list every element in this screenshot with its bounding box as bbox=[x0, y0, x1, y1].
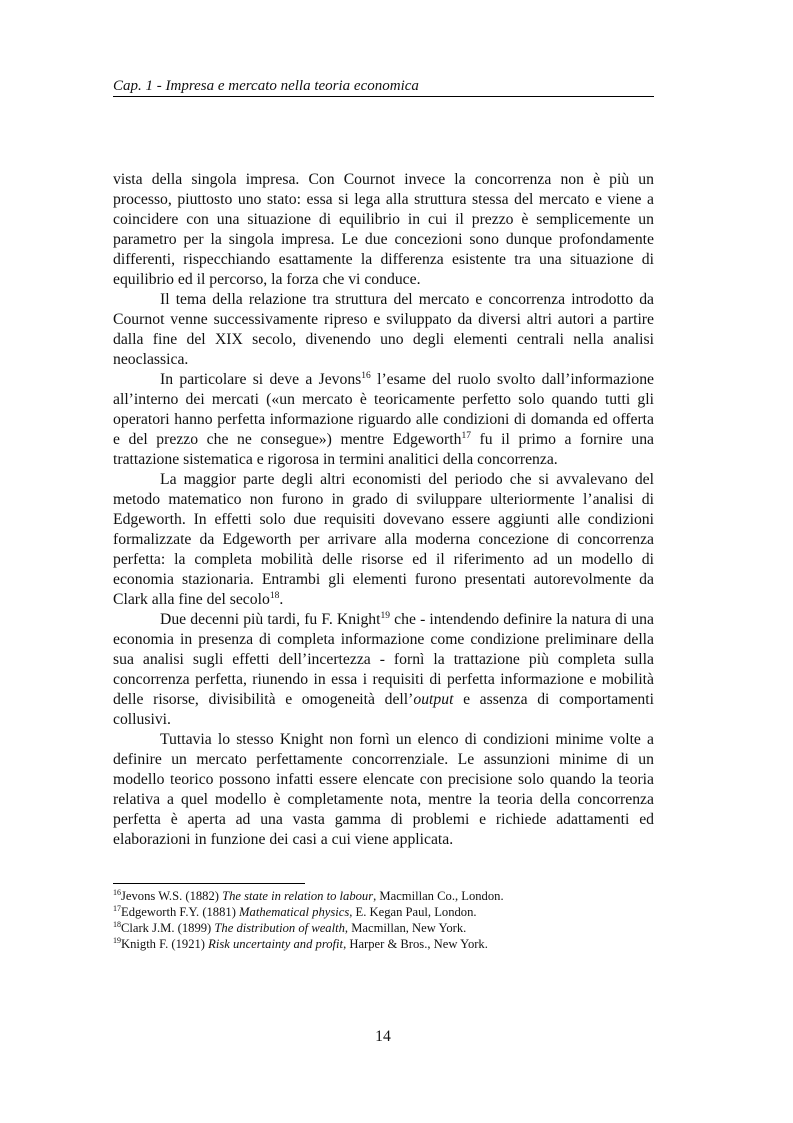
paragraph-5-text-b: che - intendendo definire la natura di una economia in presenza di completa informazione come condizione preliminare della sua analisi sugli effetti dell’incertezza - fornì la trattazione più completa sulla concorrenza perfetta, riunendo in essa i requisiti di perfetta informazione e mobilità delle risorse, divisibilità e omogeneità dell’ bbox=[113, 611, 654, 708]
footnote-title: Risk uncertainty and profit bbox=[208, 937, 344, 951]
paragraph-5-text-a: Due decenni più tardi, fu F. Knight bbox=[160, 611, 381, 628]
footnote-publisher: , Macmillan, New York. bbox=[344, 921, 467, 935]
paragraph-4-text-a: La maggior parte degli altri economisti del periodo che si avvalevano del metodo matematico non furono in grado di sviluppare ulteriormente l’analisi di Edgeworth. In effetti solo due requisiti dovevano essere aggiunti alle condizioni formalizzate da Edgeworth per arrivare alla moderna concezione di concorrenza perfetta: la completa mobilità delle risorse ed il riferimento ad un modello di economia stazionaria. Entrambi gli elementi furono presentati autorevolmente da Clark alla fine del secolo bbox=[113, 471, 654, 608]
paragraph-5-text-c: e assenza di comportamenti collusivi. bbox=[113, 691, 654, 728]
header-rule bbox=[113, 96, 654, 97]
paragraph-3-text-b: l’esame del ruolo svolto dall’informazione all’interno dei mercati («un mercato è teoricamente perfetto solo quando tutti gli operatori hanno perfetta informazione riguardo alle condizioni di domanda ed offerta e del prezzo che ne consegue») mentre Edgeworth bbox=[113, 371, 654, 448]
paragraph-4 bbox=[113, 470, 654, 610]
paragraph-3 bbox=[113, 370, 654, 470]
footnote-number: 16 bbox=[113, 888, 121, 897]
footnote-separator bbox=[113, 883, 305, 884]
footnote-number: 17 bbox=[113, 904, 121, 913]
footnote-ref-16: 16 bbox=[361, 371, 371, 381]
body-text bbox=[113, 170, 654, 850]
footnote-16 bbox=[113, 888, 654, 904]
footnote-19 bbox=[113, 936, 654, 952]
paragraph-5 bbox=[113, 610, 654, 730]
paragraph-3-text-c: fu il primo a fornire una trattazione sistematica e rigorosa in termini analitici della concorrenza. bbox=[113, 431, 655, 468]
paragraph-5-italic-term: output bbox=[413, 691, 454, 708]
footnote-author: Edgeworth F.Y. (1881) bbox=[121, 905, 240, 919]
footnote-18 bbox=[113, 920, 654, 936]
footnote-ref-19: 19 bbox=[380, 611, 391, 621]
footnote-publisher: , Macmillan Co., London. bbox=[373, 889, 504, 903]
footnote-author: Clark J.M. (1899) bbox=[121, 921, 215, 935]
footnote-17 bbox=[113, 904, 654, 920]
footnotes bbox=[113, 888, 654, 952]
paragraph-2: Il tema della relazione tra struttura del mercato e concorrenza introdotto da Cournot venne successivamente ripreso e sviluppato da diversi altri autori a partire dalla fine del XIX secolo, divenendo uno degli elementi centrali nella analisi neoclassica. bbox=[113, 291, 654, 368]
footnote-ref-17: 17 bbox=[461, 431, 471, 441]
footnote-title: The state in relation to labour bbox=[222, 889, 374, 903]
footnote-ref-18: 18 bbox=[269, 591, 280, 601]
page-number: 14 bbox=[375, 1028, 391, 1045]
footnote-publisher: , E. Kegan Paul, London. bbox=[349, 905, 477, 919]
footnote-author: Knigth F. (1921) bbox=[121, 937, 209, 951]
footnote-title: The distribution of wealth bbox=[214, 921, 345, 935]
paragraph-1: vista della singola impresa. Con Cournot invece la concorrenza non è più un processo, piuttosto uno stato: essa si lega alla struttura stessa del mercato e viene a coincidere con una situazione di equilibrio in cui il prezzo è semplicemente un parametro per la singola impresa. Le due concezioni sono dunque profondamente differenti, rispecchiando esattamente la differenza esistente tra una situazione di equilibrio ed il percorso, la forza che vi conduce. bbox=[113, 171, 654, 288]
footnote-number: 19 bbox=[113, 936, 121, 945]
footnote-title: Mathematical physics bbox=[239, 905, 350, 919]
paragraph-3-text-a: In particolare si deve a Jevons bbox=[160, 371, 362, 388]
paragraph-4-text-b: . bbox=[279, 591, 284, 608]
paragraph-6: Tuttavia lo stesso Knight non fornì un elenco di condizioni minime volte a definire un mercato perfettamente concorrenziale. Le assunzioni minime di un modello teorico possono infatti essere elencate con precisione solo quando la teoria relativa a quel modello è completamente nota, mentre la teoria della concorrenza perfetta è aperta ad una vasta gamma di problemi e richiede adattamenti ed elaborazioni in funzione dei casi a cui viene applicata. bbox=[113, 731, 654, 848]
footnote-author: Jevons W.S. (1882) bbox=[121, 889, 223, 903]
footnote-publisher: , Harper & Bros., New York. bbox=[343, 937, 488, 951]
footnote-number: 18 bbox=[113, 920, 121, 929]
running-header: Cap. 1 - Impresa e mercato nella teoria economica bbox=[113, 78, 419, 94]
